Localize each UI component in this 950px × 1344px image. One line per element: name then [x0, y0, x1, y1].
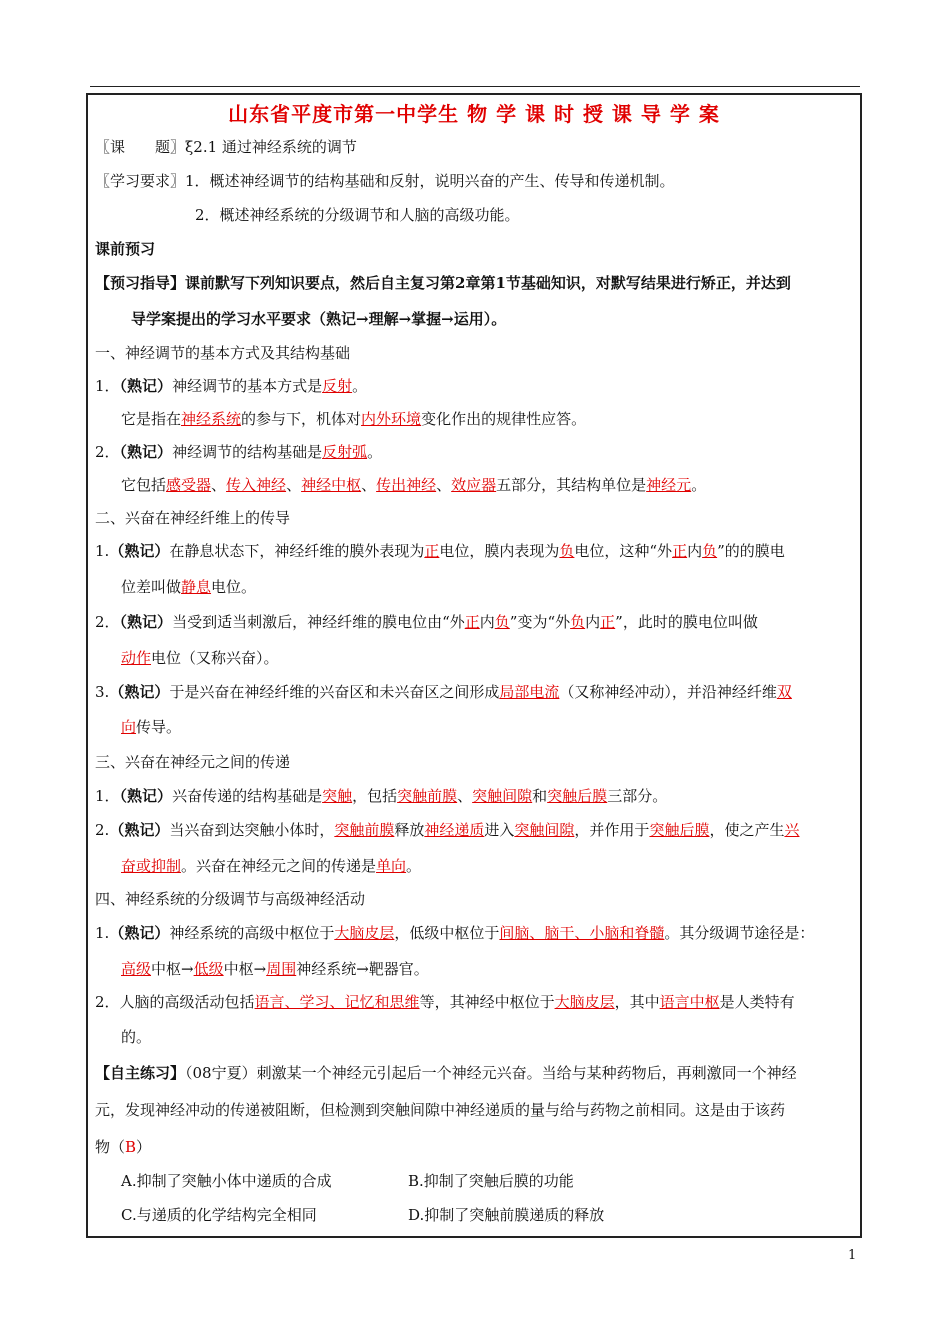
memorize-tag: （熟记）	[119, 613, 173, 631]
text: 的参与下，机体对	[241, 410, 362, 428]
option-b: B.抑制了突触后膜的功能	[408, 1172, 574, 1190]
text: ，其中	[614, 993, 660, 1011]
s4-item-1-cont	[121, 959, 881, 979]
header-rule	[90, 86, 860, 87]
answer-blank: 负	[494, 613, 510, 631]
answer-blank: 神经中枢	[301, 476, 362, 494]
text: 物（	[95, 1138, 126, 1156]
answer-blank: 传出神经	[376, 476, 437, 494]
s3-item-2	[95, 820, 855, 840]
s2-item-2-cont	[121, 648, 881, 668]
text: 内	[585, 613, 601, 631]
preview-heading: 课前预习	[95, 240, 156, 258]
answer-blank: 突触间隙	[514, 821, 575, 839]
requirements-label: 〖学习要求〗	[95, 172, 186, 190]
answer-blank: 大脑皮层	[554, 993, 615, 1011]
text: 内	[479, 613, 495, 631]
item-number: 2．	[95, 443, 120, 461]
practice-answer: B	[125, 1138, 137, 1156]
text: 内	[687, 542, 703, 560]
text: 中枢→	[223, 960, 267, 978]
s4-item-2	[95, 992, 855, 1012]
answer-blank: 突触	[322, 787, 353, 805]
item-number: 2.	[95, 821, 110, 839]
text: ，低级中枢位于	[394, 924, 500, 942]
answer-blank: 奋或抑制	[121, 857, 182, 875]
answer-blank: 正	[424, 542, 440, 560]
answer-blank: 突触间隙	[472, 787, 533, 805]
answer-blank: 效应器	[451, 476, 497, 494]
answer-blank: 神经递质	[424, 821, 485, 839]
text: ”变为“外	[509, 613, 571, 631]
answer-blank: 反射弧	[322, 443, 368, 461]
answer-blank: 正	[464, 613, 480, 631]
answer-blank: 突触前膜	[397, 787, 458, 805]
text: 、	[286, 476, 302, 494]
answer-blank: 静息	[181, 578, 212, 596]
text: 神经调节的基本方式是	[172, 377, 323, 395]
topic-text: ξ2.1 通过神经系统的调节	[185, 138, 357, 156]
text: 、	[436, 476, 452, 494]
answer-blank: 兴	[784, 821, 800, 839]
answer-blank: 低级	[193, 960, 224, 978]
answer-blank: 神经元	[646, 476, 692, 494]
answer-blank: 动作	[121, 649, 152, 667]
memorize-tag: （熟记）	[109, 821, 170, 839]
s4-item-2-cont: 的。	[121, 1028, 152, 1046]
text: 。兴奋在神经元之间的传递是	[181, 857, 377, 875]
guide-line-1	[95, 273, 855, 293]
answer-blank: 双	[776, 683, 792, 701]
text: ”，此时的膜电位叫做	[615, 613, 758, 631]
topic-label: 〖课 题〗	[95, 138, 186, 156]
answer-blank: 负	[570, 613, 586, 631]
text: 当兴奋到达突触小体时，	[169, 821, 335, 839]
page-number: 1	[848, 1248, 857, 1263]
answer-blank: 局部电流	[499, 683, 560, 701]
practice-line-2: 元，发现神经冲动的传递被阻断，但检测到突触间隙中神经递质的量与给与药物之前相同。这是由于该药	[95, 1101, 786, 1119]
s4-item-1	[95, 923, 855, 943]
answer-blank: 正	[672, 542, 688, 560]
option-d: D.抑制了突触前膜递质的释放	[408, 1206, 605, 1224]
answer-blank: 反射	[322, 377, 353, 395]
s1-item-2	[95, 442, 855, 462]
guide-text-1: 课前默写下列知识要点，然后自主复习第2章第1节基础知识，对默写结果进行矫正，并达到	[185, 274, 791, 292]
guide-line-2: 导学案提出的学习水平要求（熟记→理解→掌握→运用）。	[131, 310, 507, 328]
text: 神经系统的高级中枢位于	[169, 924, 335, 942]
practice-text-1: （08宁夏）刺激某一个神经元引起后一个神经元兴奋。当给与某种药物后，再刺激同一个神经	[185, 1064, 797, 1082]
text: 中枢→	[151, 960, 194, 978]
requirements-line-1	[95, 171, 855, 191]
text: ”的的膜电	[717, 542, 785, 560]
text: 变化作出的规律性应答。	[421, 410, 587, 428]
section-1-heading: 一、神经调节的基本方式及其结构基础	[95, 344, 351, 362]
memorize-tag: （熟记）	[109, 924, 170, 942]
text: 位差叫做	[121, 578, 182, 596]
answer-blank: 突触前膜	[334, 821, 395, 839]
text: 在静息状态下，神经纤维的膜外表现为	[169, 542, 425, 560]
s3-item-1	[95, 786, 855, 806]
text: 等，其神经中枢位于	[419, 993, 555, 1011]
answer-blank: 高级	[121, 960, 152, 978]
answer-blank: 正	[600, 613, 616, 631]
answer-blank: 内外环境	[361, 410, 422, 428]
requirements-line-2	[195, 205, 950, 225]
s2-item-1-cont	[121, 577, 881, 597]
item-number: 3.	[95, 683, 110, 701]
s1-item-2-cont	[121, 475, 881, 495]
s2-item-3	[95, 682, 855, 702]
text: 、	[361, 476, 377, 494]
item-number: 1.	[95, 542, 110, 560]
text: 传导。	[136, 718, 182, 736]
text: 。	[367, 443, 383, 461]
answer-blank: 周围	[266, 960, 297, 978]
text: 它包括	[121, 476, 167, 494]
memorize-tag: （熟记）	[119, 787, 173, 805]
item-number: 1.	[95, 924, 110, 942]
practice-line-3	[95, 1137, 855, 1157]
answer-blank: 神经系统	[181, 410, 242, 428]
answer-blank: 突触后膜	[649, 821, 710, 839]
item-number: 1．	[95, 787, 120, 805]
memorize-tag: （熟记）	[109, 683, 170, 701]
answer-blank: 语言中枢	[659, 993, 720, 1011]
answer-blank: 语言、学习、记忆和思维	[254, 993, 420, 1011]
text: 电位（又称兴奋）。	[151, 649, 279, 667]
answer-blank: 感受器	[166, 476, 212, 494]
text: 和	[532, 787, 548, 805]
option-a: A.抑制了突触小体中递质的合成	[121, 1172, 332, 1190]
text: 。	[691, 476, 707, 494]
answer-blank: 向	[121, 718, 137, 736]
text: 电位。	[211, 578, 257, 596]
answer-blank: 负	[702, 542, 718, 560]
text: 2．人脑的高级活动包括	[95, 993, 255, 1011]
s1-item-1	[95, 376, 855, 396]
text: 。其分级调节途径是：	[664, 924, 815, 942]
s3-item-2-cont	[121, 856, 881, 876]
answer-blank: 单向	[376, 857, 407, 875]
section-3-heading: 三、兴奋在神经元之间的传递	[95, 753, 291, 771]
requirements-item-1: 1．概述神经调节的结构基础和反射，说明兴奋的产生、传导和传递机制。	[185, 172, 675, 190]
guide-label: 【预习指导】	[95, 274, 186, 292]
text: 兴奋传递的结构基础是	[172, 787, 323, 805]
practice-line-1	[95, 1063, 855, 1083]
text: ）	[136, 1138, 152, 1156]
text: 进入	[484, 821, 515, 839]
memorize-tag: （熟记）	[109, 542, 170, 560]
answer-blank: 传入神经	[226, 476, 287, 494]
s2-item-3-cont	[121, 717, 881, 737]
practice-label: 【自主练习】	[95, 1064, 186, 1082]
s1-item-1-cont	[121, 409, 881, 429]
option-c: C.与递质的化学结构完全相同	[121, 1206, 317, 1224]
text: 释放	[394, 821, 425, 839]
section-4-heading: 四、神经系统的分级调节与高级神经活动	[95, 890, 366, 908]
text: 三部分。	[607, 787, 668, 805]
page-title: 山东省平度市第一中学生 物 学 课 时 授 课 导 学 案	[228, 102, 720, 126]
answer-blank: 间脑、脑干、小脑和脊髓	[499, 924, 665, 942]
item-number: 1．	[95, 377, 120, 395]
text: 是人类特有	[719, 993, 795, 1011]
answer-blank: 负	[559, 542, 575, 560]
text: 五部分，其结构单位是	[496, 476, 647, 494]
requirements-item-2: 2．概述神经系统的分级调节和人脑的高级功能。	[195, 206, 520, 224]
text: 神经调节的结构基础是	[172, 443, 323, 461]
text: ，并作用于	[574, 821, 650, 839]
text: 神经系统→靶器官。	[296, 960, 429, 978]
text: （又称神经冲动），并沿神经纤维	[559, 683, 777, 701]
answer-blank: 大脑皮层	[334, 924, 395, 942]
s2-item-2	[95, 612, 855, 632]
text: 电位，这种“外	[574, 542, 673, 560]
text: 。	[352, 377, 368, 395]
memorize-tag: （熟记）	[119, 443, 173, 461]
text: 电位，膜内表现为	[439, 542, 560, 560]
text: 当受到适当刺激后，神经纤维的膜电位由“外	[172, 613, 465, 631]
answer-blank: 突触后膜	[547, 787, 608, 805]
s2-item-1	[95, 541, 855, 561]
section-2-heading: 二、兴奋在神经纤维上的传导	[95, 509, 291, 527]
text: ，包括	[352, 787, 398, 805]
text: 。	[406, 857, 422, 875]
memorize-tag: （熟记）	[119, 377, 173, 395]
text: 它是指在	[121, 410, 182, 428]
item-number: 2．	[95, 613, 120, 631]
text: 、	[457, 787, 473, 805]
text: ，使之产生	[709, 821, 785, 839]
text: 、	[211, 476, 227, 494]
topic-line	[95, 137, 855, 157]
text: 于是兴奋在神经纤维的兴奋区和未兴奋区之间形成	[169, 683, 500, 701]
